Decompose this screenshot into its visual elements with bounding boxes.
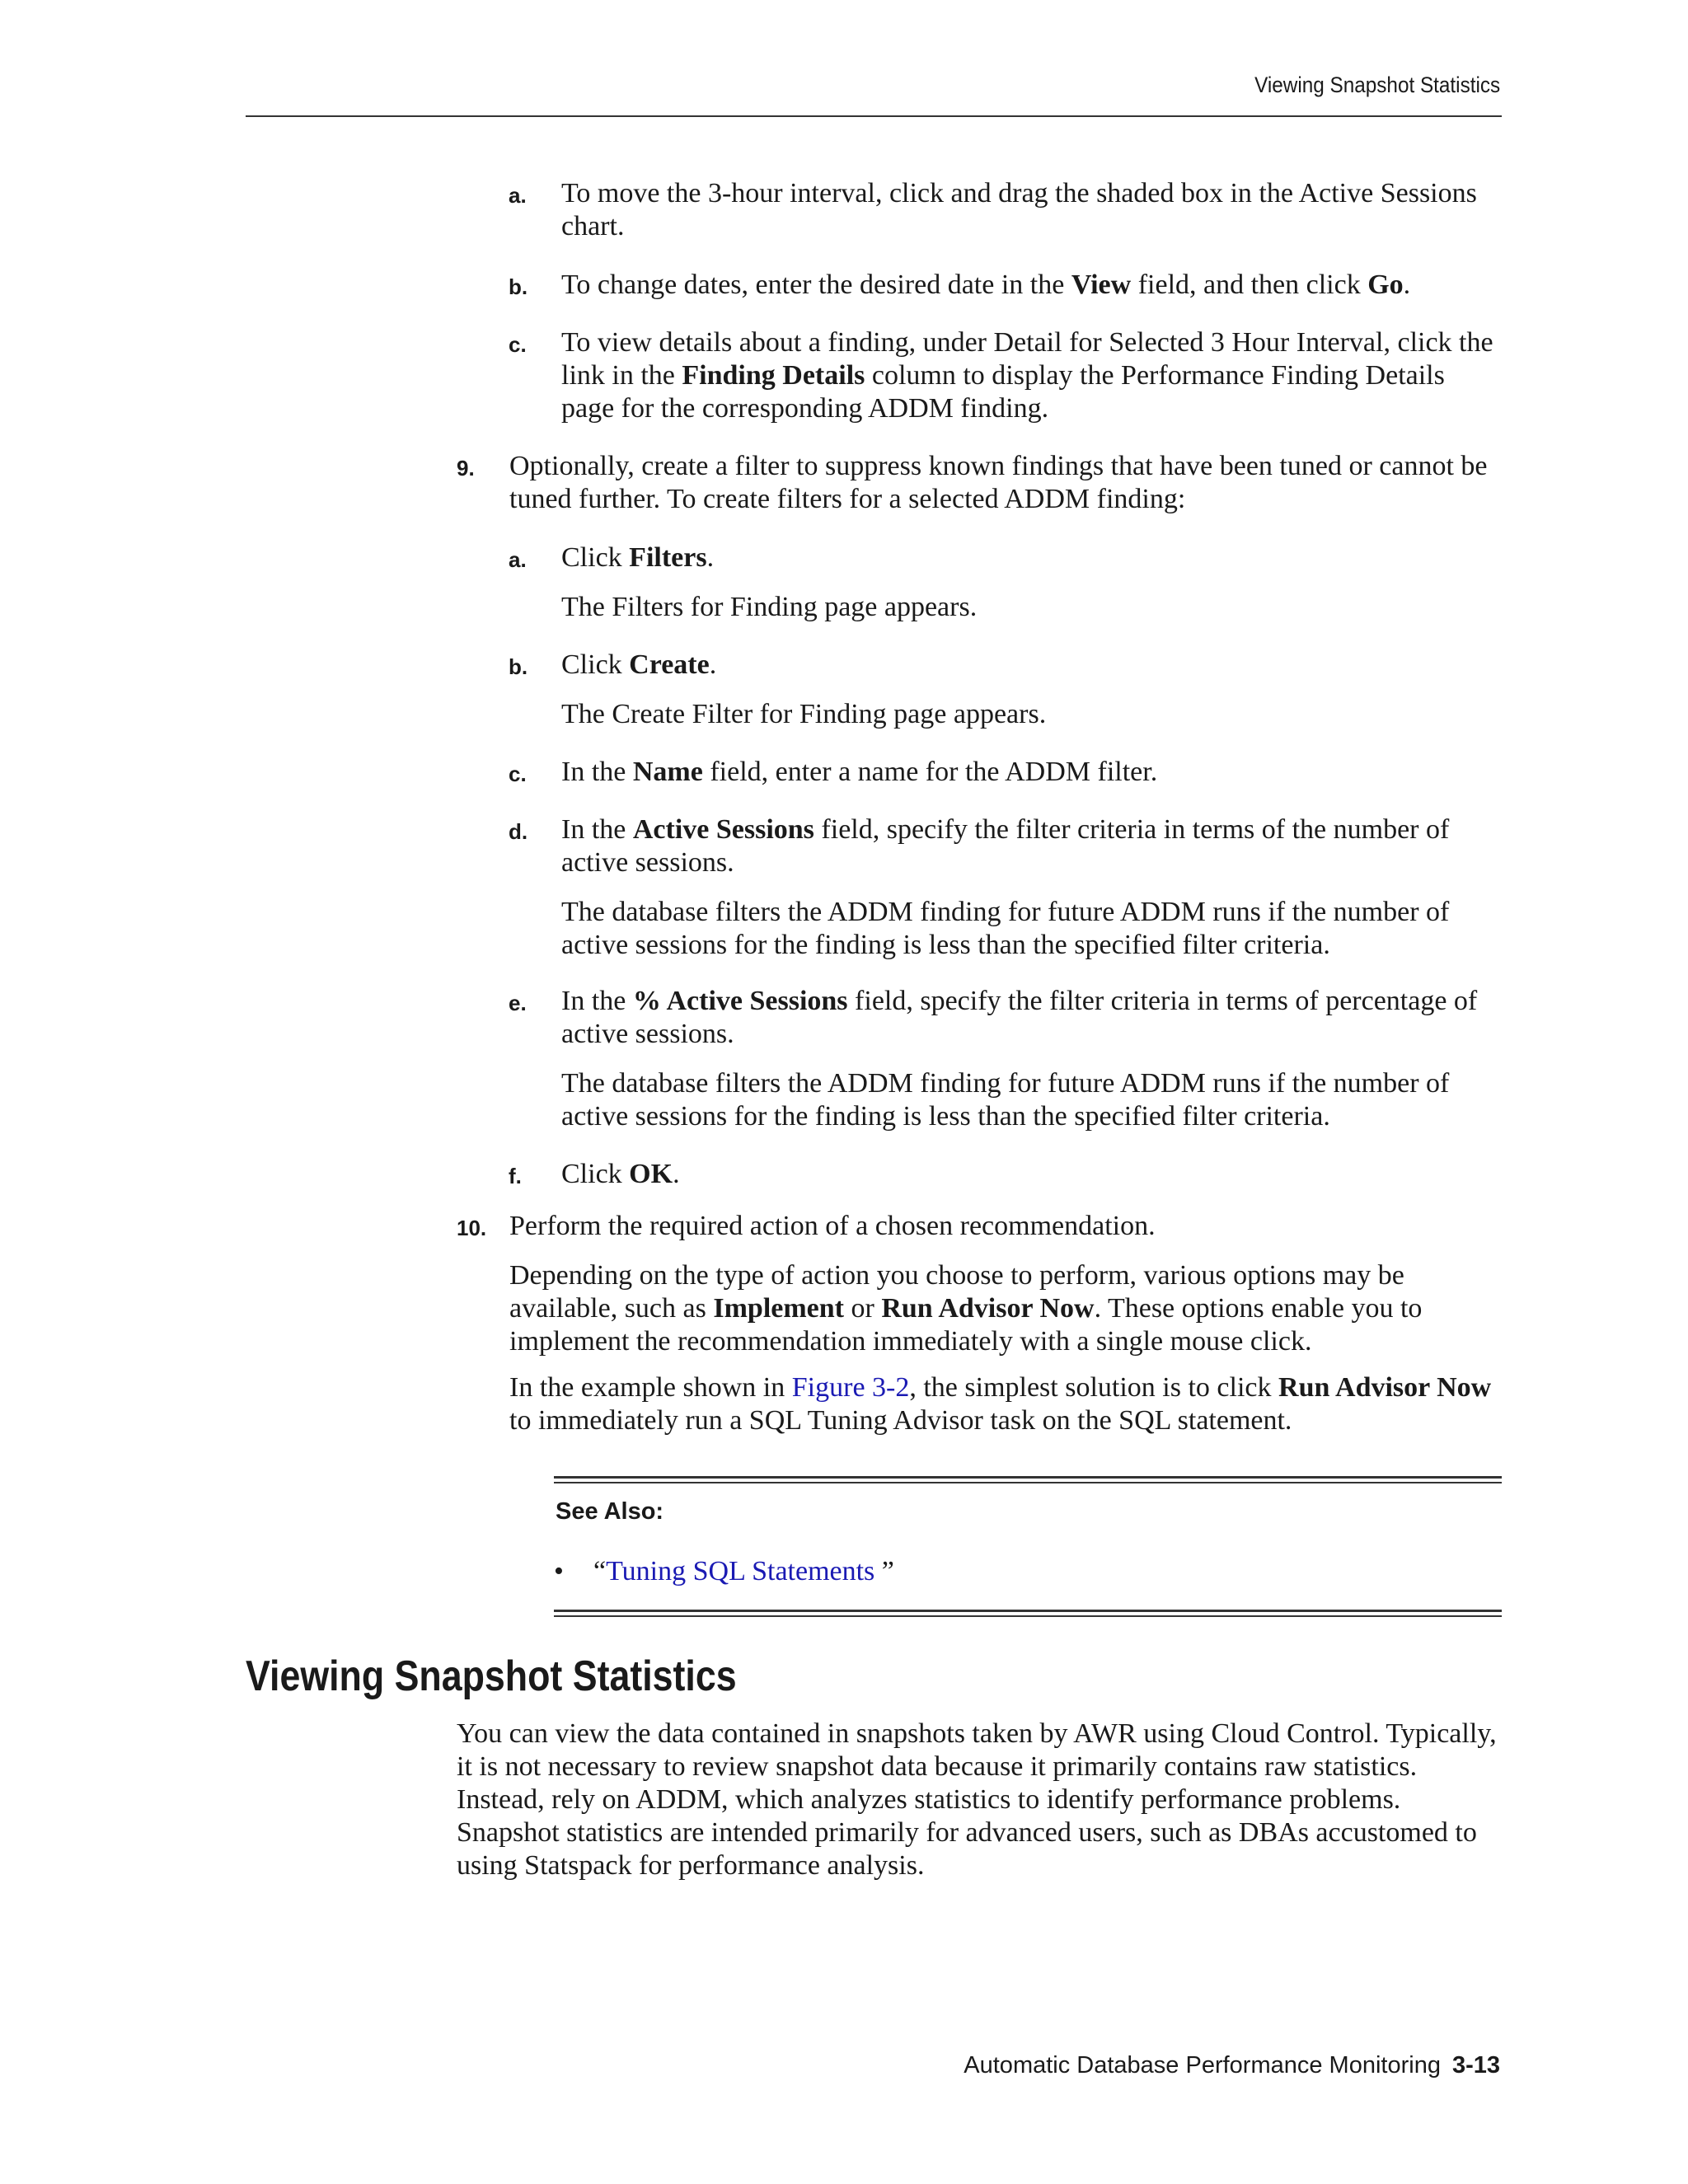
step-text: Click OK. xyxy=(561,1159,680,1189)
running-header: Viewing Snapshot Statistics xyxy=(1254,73,1500,97)
step-label: d. xyxy=(509,819,528,844)
footer-title: Automatic Database Performance Monitoring xyxy=(964,2052,1441,2079)
step-label: b. xyxy=(509,654,528,679)
step-label: c. xyxy=(509,762,527,786)
step-label: 10. xyxy=(457,1216,487,1240)
step-text: In the Name field, enter a name for the ADDM filter. xyxy=(561,757,1158,787)
see-also-item xyxy=(593,1555,894,1588)
step-label: e. xyxy=(509,991,527,1015)
bullet: • xyxy=(554,1556,564,1586)
step-paragraph: In the example shown in Figure 3-2, the simplest solution is to click Run Advisor Now to immediately run a SQL Tuning Advisor task on the SQL statement. xyxy=(509,1372,1492,1436)
step-result: The Filters for Finding page appears. xyxy=(561,592,978,622)
step-label: f. xyxy=(509,1164,522,1188)
step-result: The Create Filter for Finding page appears. xyxy=(561,699,1047,729)
figure-link[interactable]: Figure 3-2 xyxy=(791,1372,910,1403)
page-number: 3-13 xyxy=(1451,2052,1500,2079)
step-label: 9. xyxy=(457,456,475,480)
step-text: To change dates, enter the desired date in the View field, and then click Go. xyxy=(561,269,1411,300)
step-text: Click Filters. xyxy=(561,542,715,573)
step-result: The database filters the ADDM finding for future ADDM runs if the number of active sessions for the finding is less than the specified filter criteria. xyxy=(561,897,1450,960)
close-quote: ” xyxy=(874,1556,894,1586)
tuning-sql-statements-link[interactable]: Tuning SQL Statements xyxy=(606,1556,875,1586)
open-quote: “ xyxy=(593,1556,607,1586)
step-text: Click Create. xyxy=(561,649,717,680)
step-result: The database filters the ADDM finding for future ADDM runs if the number of active sessions for the finding is less than the specified filter criteria. xyxy=(561,1068,1450,1132)
see-also-bottom-rule xyxy=(554,1610,1502,1617)
step-paragraph: Depending on the type of action you choose to perform, various options may be available, such as Implement or Run Advisor Now. These options enable you to implement the recommendation immediately with a single mouse click. xyxy=(509,1260,1423,1357)
section-title: Viewing Snapshot Statistics xyxy=(246,1652,737,1700)
step-label: a. xyxy=(509,547,527,572)
step-label: a. xyxy=(509,183,527,208)
step-text: In the % Active Sessions field, specify the filter criteria in terms of percentage of active sessions. xyxy=(561,986,1478,1049)
step-text: To move the 3-hour interval, click and drag the shaded box in the Active Sessions chart. xyxy=(561,178,1477,241)
step-text: To view details about a finding, under Detail for Selected 3 Hour Interval, click the link in the Finding Details column to display the Performance Finding Details page for the corresponding ADDM finding. xyxy=(561,327,1493,424)
header-rule xyxy=(246,115,1502,117)
step-text: Optionally, create a filter to suppress known findings that have been tuned or cannot be tuned further. To create filters for a selected ADDM finding: xyxy=(509,451,1488,514)
page-footer xyxy=(964,2052,1500,2079)
see-also-title: See Also: xyxy=(556,1498,664,1525)
section-body: You can view the data contained in snapshots taken by AWR using Cloud Control. Typically, it is not necessary to review snapshot data because it primarily contains raw statistics. Instead, rely on ADDM, which analyzes statistics to identify performance problems. Snapshot statistics are intended primarily for advanced users, such as DBAs accustomed to using Statspack for performance analysis. xyxy=(457,1718,1497,1881)
step-label: c. xyxy=(509,332,527,357)
see-also-top-rule xyxy=(554,1476,1502,1483)
step-text: In the Active Sessions field, specify the filter criteria in terms of the number of active sessions. xyxy=(561,814,1450,878)
step-label: b. xyxy=(509,274,528,299)
step-text: Perform the required action of a chosen recommendation. xyxy=(509,1211,1156,1241)
